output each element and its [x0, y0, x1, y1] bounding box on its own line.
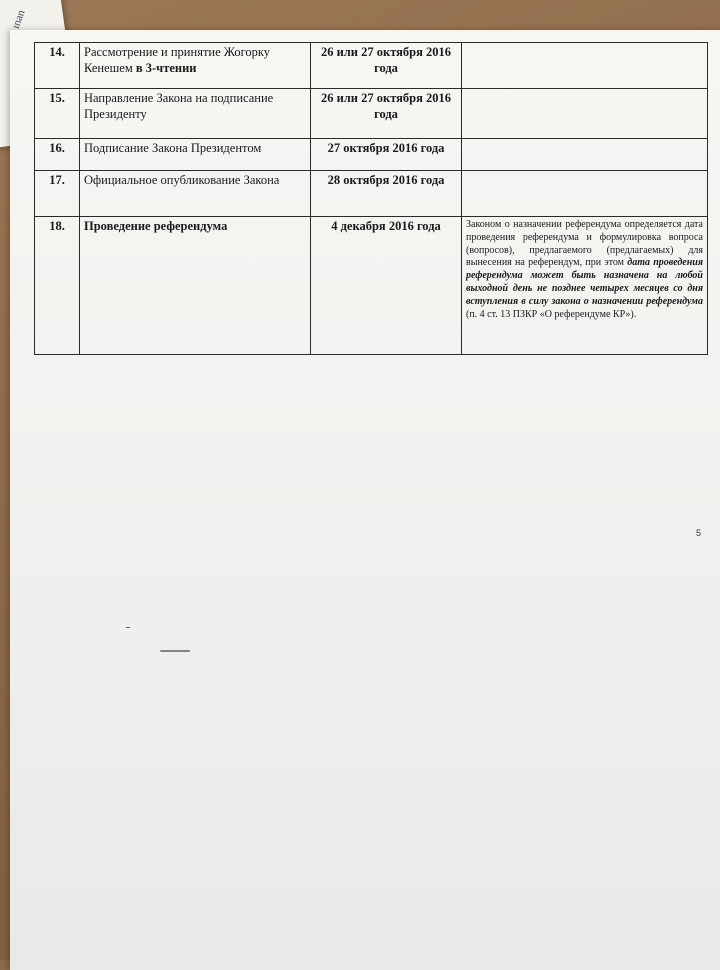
underlying-page-mark: ınan: [9, 8, 28, 31]
row-note: [462, 43, 708, 89]
table-row: [35, 139, 708, 171]
row-number: 18.: [35, 217, 80, 355]
row-note: Законом о назначении референдума определяется дата проведения референдума и формулировка вопроса (вопросов), предлагаемого (предлагаемых) для вынесения на референдум, при этом дата проведения референдума может быть назначена на любой выходной день не позднее четырех месяцев со дня вступления в силу закона о назначении референдума (п. 4 ст. 13 ПЗКР «О референдуме КР»).: [462, 217, 708, 355]
row-note: [462, 171, 708, 217]
row-action: Проведение референдума: [80, 217, 311, 355]
row-date: 26 или 27 октября 2016 года: [311, 89, 462, 139]
schedule-table: [34, 42, 708, 355]
ink-smudge: [160, 650, 190, 652]
table-row: [35, 89, 708, 139]
row-number: 15.: [35, 89, 80, 139]
row-number: 17.: [35, 171, 80, 217]
row-date: 26 или 27 октября 2016 года: [311, 43, 462, 89]
row-number: 16.: [35, 139, 80, 171]
row-action: Направление Закона на подписание Президенту: [80, 89, 311, 139]
table-row: [35, 217, 708, 355]
table-row: [35, 171, 708, 217]
row-date: 4 декабря 2016 года: [311, 217, 462, 355]
table-row: [35, 43, 708, 89]
row-note: [462, 139, 708, 171]
page-number: 5: [696, 528, 702, 538]
ink-dot: [126, 627, 130, 628]
row-note: [462, 89, 708, 139]
row-action: Рассмотрение и принятие Жогорку Кенешем в 3-чтении: [80, 43, 311, 89]
row-number: 14.: [35, 43, 80, 89]
row-action: Подписание Закона Президентом: [80, 139, 311, 171]
row-date: 27 октября 2016 года: [311, 139, 462, 171]
row-action: Официальное опубликование Закона: [80, 171, 311, 217]
row-date: 28 октября 2016 года: [311, 171, 462, 217]
